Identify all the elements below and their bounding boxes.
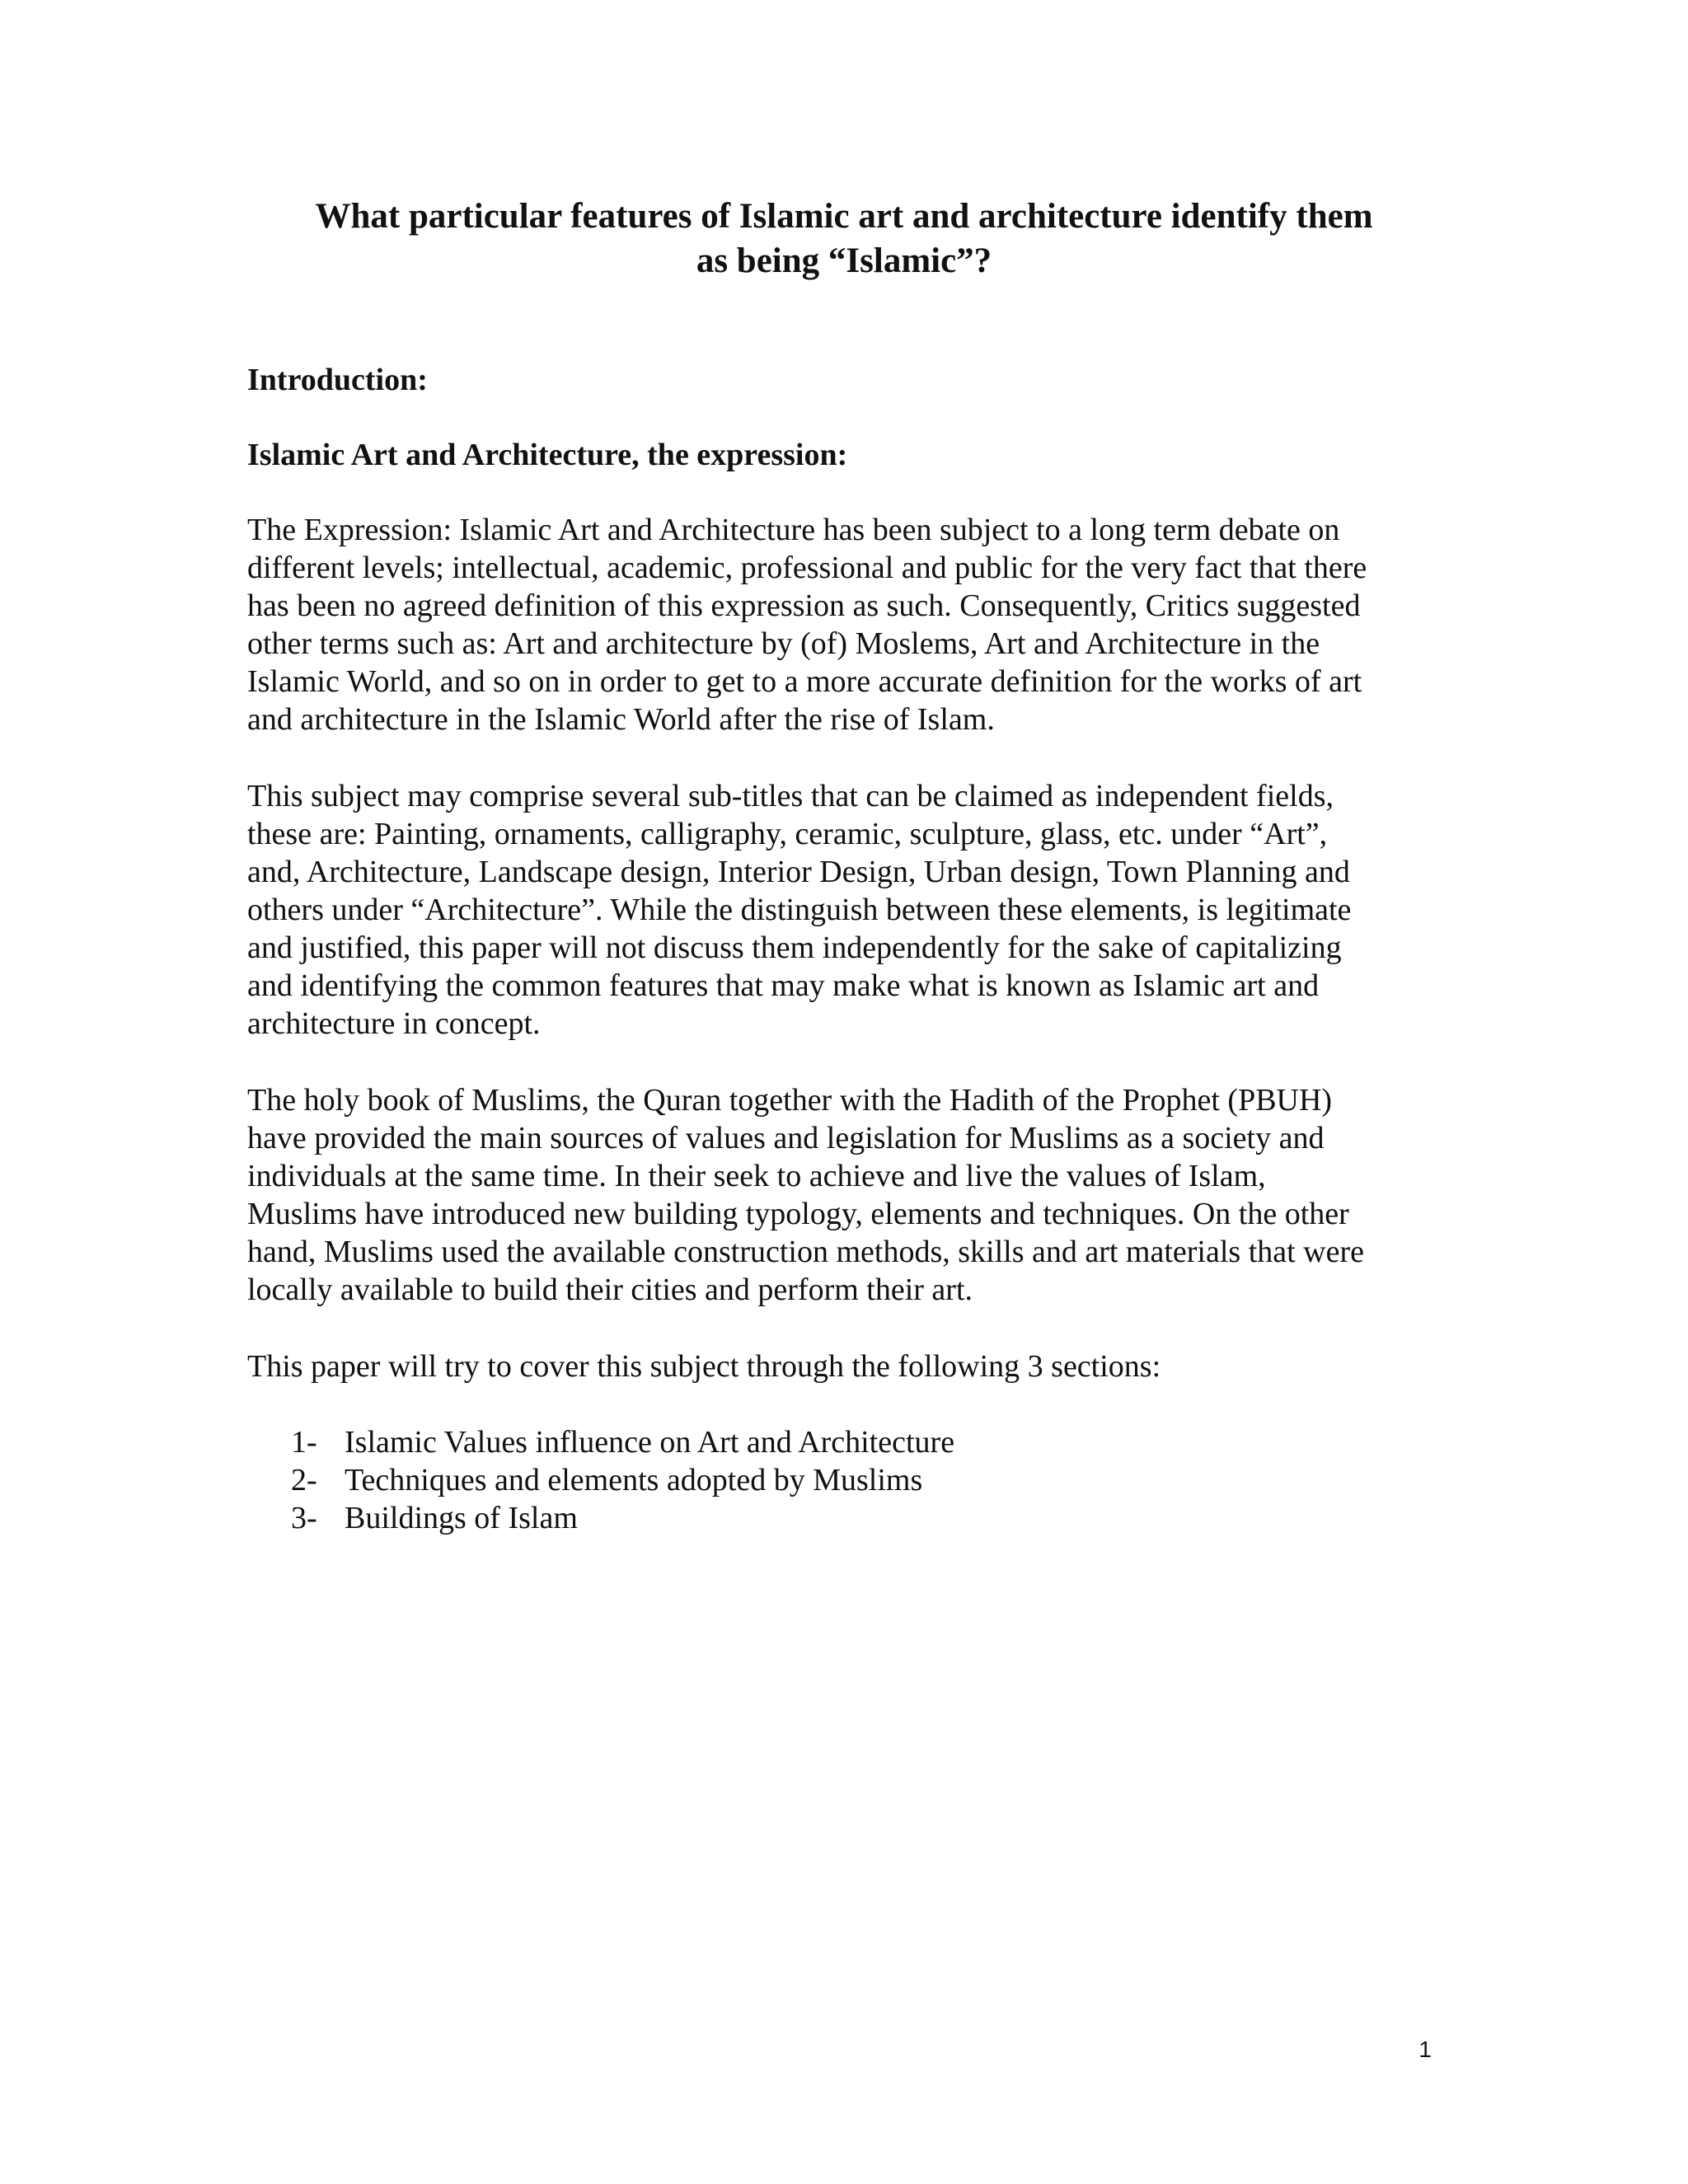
- sections-list: [291, 1423, 954, 1537]
- list-item: [291, 1461, 954, 1499]
- text-line: This paper will try to cover this subject through the following 3 sections:: [247, 1349, 1161, 1384]
- text-line: individuals at the same time. In their seek to achieve and live the values of Islam,: [247, 1159, 1266, 1193]
- text-line: architecture in concept.: [247, 1006, 541, 1041]
- document-title: [247, 194, 1441, 284]
- paragraph-expression-debate: [247, 511, 1367, 738]
- text-line: others under “Architecture”. While the distinguish between these elements, is legitimate: [247, 893, 1352, 927]
- list-item-text: Techniques and elements adopted by Muslims: [345, 1463, 923, 1497]
- paragraph-quran-hadith: [247, 1081, 1364, 1309]
- title-line: What particular features of Islamic art and architecture identify them: [315, 197, 1373, 236]
- text-line: locally available to build their cities and perform their art.: [247, 1272, 973, 1307]
- text-line: and identifying the common features that may make what is known as Islamic art and: [247, 968, 1320, 1003]
- list-item-text: Islamic Values influence on Art and Architecture: [345, 1425, 955, 1460]
- expression-heading: Islamic Art and Architecture, the expression:: [247, 438, 848, 472]
- paragraph-sections-intro: [247, 1347, 1160, 1385]
- text-line: other terms such as: Art and architecture by (of) Moslems, Art and Architecture in the: [247, 626, 1320, 661]
- text-line: and, Architecture, Landscape design, Interior Design, Urban design, Town Planning and: [247, 855, 1350, 889]
- text-line: The Expression: Islamic Art and Architecture has been subject to a long term debate on: [247, 513, 1340, 547]
- text-line: Muslims have introduced new building typology, elements and techniques. On the other: [247, 1197, 1349, 1231]
- text-line: Islamic World, and so on in order to get to a more accurate definition for the works of art: [247, 664, 1362, 699]
- text-line: and architecture in the Islamic World after the rise of Islam.: [247, 702, 995, 737]
- list-item-number: 2-: [291, 1463, 317, 1497]
- text-line: these are: Painting, ornaments, calligraphy, ceramic, sculpture, glass, etc. under “Art”,: [247, 817, 1328, 851]
- text-line: This subject may comprise several sub-titles that can be claimed as independent fields,: [247, 779, 1334, 813]
- text-line: The holy book of Muslims, the Quran together with the Hadith of the Prophet (PBUH): [247, 1083, 1333, 1118]
- list-item-number: 1-: [291, 1425, 317, 1460]
- list-item: [291, 1423, 954, 1461]
- page-number: 1: [1418, 2036, 1432, 2062]
- text-line: hand, Muslims used the available construction methods, skills and art materials that were: [247, 1235, 1365, 1269]
- text-line: and justified, this paper will not discuss them independently for the sake of capitalizing: [247, 930, 1342, 965]
- list-item-text: Buildings of Islam: [345, 1501, 578, 1535]
- text-line: different levels; intellectual, academic, professional and public for the very fact that there: [247, 551, 1367, 585]
- list-item-number: 3-: [291, 1501, 317, 1535]
- text-line: has been no agreed definition of this expression as such. Consequently, Critics suggested: [247, 588, 1361, 623]
- paragraph-sub-titles: [247, 777, 1351, 1043]
- text-line: have provided the main sources of values and legislation for Muslims as a society and: [247, 1121, 1325, 1155]
- title-line: as being “Islamic”?: [696, 241, 992, 280]
- list-item: [291, 1499, 954, 1537]
- introduction-heading: Introduction:: [247, 363, 428, 397]
